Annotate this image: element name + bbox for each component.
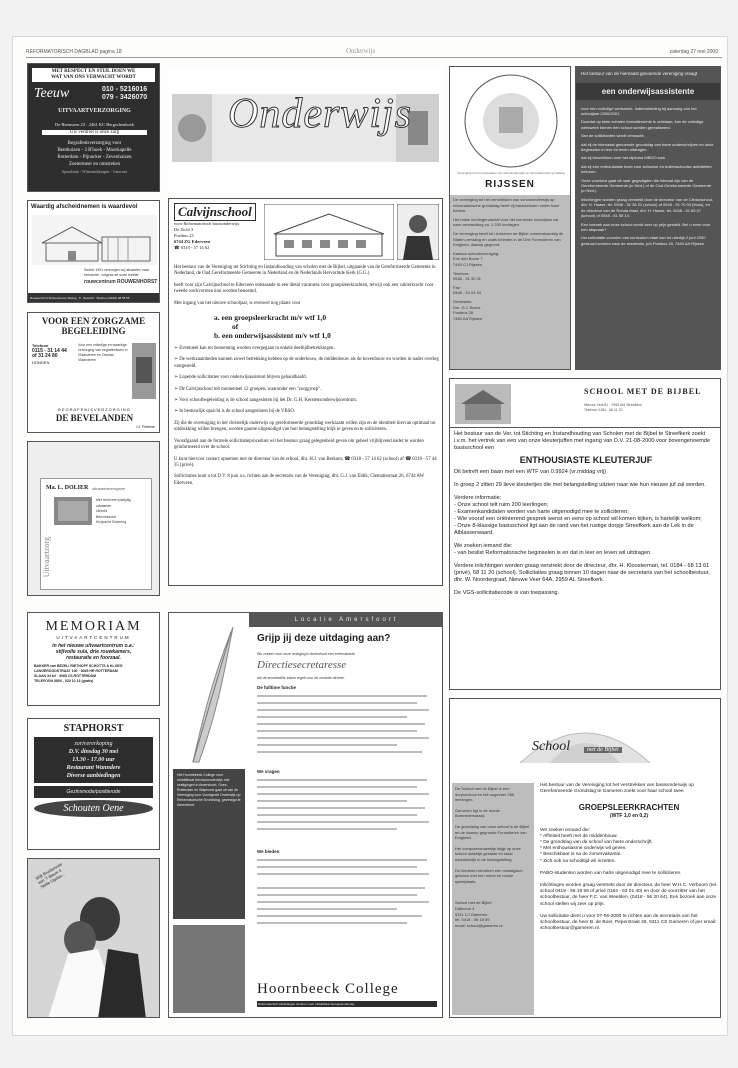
kleuter-head: ENTHOUSIASTE KLEUTERJUF	[519, 455, 653, 465]
header-date: zaterdag 27 mei 2000	[669, 49, 718, 55]
dolier-l2: uitvaarten	[96, 503, 112, 508]
kleuter-p7: Verdere inlichtingen worden graag verstrekt door de directeur, dhr. H. Kloosterman, tel. 0184 - 68 13 61 (privé), 68 11 20 (school). Sollicitaties graag binnen 10 dagen naar de secretaris van het schoolbestuur, dhr. W. Noordergraaf, Nieuwe Veer 64A, 2959 AL Streefkerk.	[454, 563, 710, 583]
hoornbeeck-s2: We vragen	[257, 769, 280, 774]
page-header	[26, 44, 722, 58]
calvijn-school-drawing	[264, 204, 394, 260]
memoriam-ad	[27, 612, 160, 706]
calvijn-p2: heeft voor zijn Calvijnschool te Ederveen ontstaande in een dietal vacatures voor groepsleerkrachten, terwijl ook een vaklerkracht voor tweede werkvormen kon worden benoemd.	[174, 282, 434, 295]
gameren-b2: De grondslag van de school van harte onderschrijft.	[543, 840, 653, 846]
staphorst-l4: Restaurant Wanndere	[66, 765, 121, 771]
feenstra-strip: Uw verdriet is onze zorg	[42, 130, 147, 135]
rijssen-job-p9: Een bezoek aan onze school wordt zeer op prijs gesteld. Bel u even voor een afspraak?	[581, 221, 711, 232]
memoriam-a4: TELEFOON 0800 - 023 10 13 (gratis)	[34, 679, 94, 683]
rijssen-s2: Postbus 28	[453, 310, 474, 316]
gameren-addr5: email: school@gameren.nl	[455, 922, 503, 928]
staphorst-title: STAPHORST	[63, 723, 124, 734]
dolier-l3: Utrecht	[96, 509, 108, 513]
memoriam-title: MEMORIAM	[45, 619, 142, 634]
calvijn-l1: voor Reformatorisch basisonderwijs	[174, 221, 240, 226]
kleuter-b2: Examenkandidaten worden van harte uitgenodigd mee te solliciteren;	[457, 509, 629, 515]
waardig-ad	[27, 200, 160, 303]
calvijn-l5: ☎ 0318 - 57 14 62	[174, 245, 210, 250]
zorgzame-tel-label: Telefoon	[32, 343, 49, 348]
gameren-p5: Uw sollicitatie dient u voor 07-06-2000 te richten aan de secretaris van het schoolbestuur, de heer B. de Boer, Peperstraat 29, 5311 CS Gameren of per email: schoolbestuur@gameren.nl.	[540, 913, 717, 932]
rijssen-job-p7: Onze voorkeur gaat uit naar gegadigden die lidmaat zijn van de Gereformeerde Gemeente (in Ned.) of de Oud Gereformeerde Gemeente (in Ned.).	[581, 177, 712, 194]
waardig-footer: Rouwenhorst Schoonhoven Zijweg · 8 · Beloofd · Telefoon (0182) 38 55 55	[28, 293, 160, 303]
zorgzame-title1: VOOR EEN ZORGZAME	[41, 316, 146, 326]
kleuter-sub2: Telefoon 0184 - 68 11 20	[584, 408, 623, 412]
kleuter-sub1: Nieuwe Vest 81 · 2959 AM Streefkerk	[584, 403, 643, 407]
calvijn-p5: Voorafgaand aan de formele sollicitatieprocedure wil het bestuur graag gelegenheid geven om geheel vrijblijvend nader te worden geïnformeerd over de school.	[174, 438, 424, 451]
hoornbeeck-s1: De fulltime functie	[257, 685, 297, 690]
onderwijs-banner	[168, 66, 443, 192]
calvijn-title: Calvijnschool	[174, 203, 256, 221]
rijssen-tel: 0548 - 51 30 31	[453, 276, 482, 282]
rijssen-kantoor: Kantoor schoolvereniging:	[453, 250, 500, 256]
calvijn-i5: Voor schoolbegeleiding is de school aangesloten bij het Dr. G.H. Kerstensonderwijscentrum.	[179, 398, 358, 404]
dolier-ad	[27, 441, 160, 596]
zorgzame-title2: BEGELEIDING	[61, 326, 126, 336]
waardig-brand: rouwcentrum ROUWENHORST	[84, 279, 158, 285]
memoriam-l1: in het nieuwe uitvaartcentrum o.a.:	[52, 643, 135, 649]
staphorst-l3: 13.30 - 17.00 uur	[72, 757, 115, 763]
waardig-title: Waardig afscheidnemen is waardevol	[31, 204, 138, 210]
rijssen-k1: Enk den Boom 7	[453, 256, 483, 262]
kleuter-p2: Dit betreft een baan met een WTF van 0.9924 (vr.middag vrij)	[454, 469, 607, 475]
rijssen-job-p2: Doordat op twee scholen formatieruimte is ontstaan, kan de volledige werkweek binnen één school worden gerealiseerd.	[581, 119, 704, 130]
dolier-tag: uitvaartverzorgster	[92, 486, 126, 491]
memoriam-l2: stijlvolle sula, drie rouwkamers,	[55, 649, 132, 655]
gameren-logo-sub: met de Bijbel	[584, 747, 622, 753]
calvijn-l4: 6744 ZG Ederveen	[174, 239, 210, 244]
gameren-addr4: tel. 0418 - 56 18 59	[455, 917, 490, 923]
hoornbeeck-locatie: Locatie Amersfoort	[249, 613, 443, 627]
hoornbeeck-side: Het Hoornbeeck College voor middelbaar beroepsonderwijs met vestigingen in Amersfoort, Goes, Rotterdam en Staphorst gaat uit van de Vereniging voor Voortgezet Onderwijs op Reformatorische Grondslag, gevestigd te Amersfoort.	[173, 769, 245, 919]
gameren-addr2: Dalborch 4	[455, 905, 475, 911]
calvijn-i6: In bestuurlijk opzicht is de school aangesloten bij de VBSO.	[179, 409, 296, 415]
dolier-l5: Kruipacht Ondering	[96, 520, 127, 524]
memoriam-sub: UITVAARTCENTRUM	[56, 635, 131, 640]
zorgzame-sub: J.J. Pieterse	[135, 425, 155, 429]
gameren-logo-word: School	[532, 739, 571, 754]
gameren-left1: De School met de Bijbel is een dorpsschool en telt ongeveer 250 leerlingen.	[455, 786, 515, 803]
feenstra-line3: Rotterdam - Pijnacker - Zevenhuizen	[57, 155, 132, 160]
rijssen-ad	[449, 66, 571, 370]
feenstra-address: De Riemsoen 23 · 2461 KC Bergschenhoek	[55, 122, 134, 127]
rijssen-job-title: een onderwijsassistente	[576, 83, 720, 100]
rijssen-fax-label: Fax:	[453, 284, 461, 290]
zorgzame-place: HONDEN	[32, 359, 50, 365]
rijssen-p3: De vereniging heeft tot richtsnoer de Bijbel overeenkomstig de Staten-vertaling en zoals beleden in de Drie Formulieren van Enigheid, daarop gegrond.	[453, 230, 564, 248]
kleuter-p1: Het bestuur van de Ver. tot Stichting en Instandhouding van Scholen met de Bijbel te Streefkerk zoekt i.v.m. het vertrek van een van onze kleuterjuffen met ingang van D.V. 21-08-2000 voor bovengenoemde basisschool een	[454, 431, 711, 451]
hoornbeeck-text-lines-3	[257, 857, 437, 937]
rijssen-k2: 7463 CJ Rijssen	[453, 261, 483, 267]
feenstra-line1: Begrafenisverzorging voor	[67, 141, 122, 146]
calvijn-ad: Calvijnschool voor Reformatorisch basisonderwijs De Zicht 3 Postbus 23 6744 ZG Ederveen ☎ 0318 - 57 14 62 Het bestuur van de Vereniging tot Stichting en Instandhouding van scholen met de Bijbel, uitgaande van de Gereformeerde Gemeente in Nederland, de Oud Gereformeerde Gemeente in Nederland en de Nederlands Hervormde Kerk (G.G.) heeft voor zijn Calvijnschool te Ederveen ontstaande in een dietal vacatures voor groepsleerkrachten, terwijl ook een vaklerkracht voor tweede werkvormen kon worden benoemd. Met ingang van het nieuwe schooljaar, is evenwel nog plaats voor a. een groepsleerkracht m/v wtf 1,0 of b. een onderwijsassistent m/v wtf 1,0 ➢ Eventueel kan tot benoeming worden overgegaan in enkele deeltijdbetrekkingen. ➢ De werkzaamheden kunnen zowel betrekking hebben op de onderbouw, de middenbouw als de bovenbouw en worden in nader overleg vastgesteld. ➢ Lopende sollicitaties voor onderwijsassistent blijven gehandhaafd. ➢ De Calvijnschool telt momenteel 12 groepen, waaronder een "zorggroep". ➢ Voor schoolbegeleiding is de school aangesloten bij het Dr. G.H. Kerstensonderwijscentrum. ➢ In bestuurlijk opzicht is de school aangesloten bij de VBSO. Zij die de overtuiging in het christelijk onderwijs op gereformeerde grondslag werkzaam willen zijn en de identiteit hiervan optimaal tot uitdrukking willen brengen, worden gaarne uitgenodigd van hun belangstelling blijk te geven en te solliciteren. Voorafgaand aan de formele sollicitatieprocedure wil het bestuur graag gelegenheid geven om geheel vrijblijvend nader te worden geïnformeerd over de school. U kunt hiervoor contact opnemen met de directeur van de school, dhr. H.J. van Berkum, ☎ 0318 - 57 14 62 (school) of ☎ 0318 - 57 44 35 (privé). Sollicitaties kunt u tot D.V. 8 juni a.s. richten aan de secretaris van de Vereniging, dhr. G.J. van Eldik, Clematisstraat 26, 6744 AW Ederveen.	[168, 198, 443, 586]
feenstra-top2: WAT VAN ONS VERWACHT WORDT	[51, 75, 136, 80]
gameren-b3: Met enthousiasme onderwijs wil geven.	[543, 846, 627, 852]
rouwcentrum-building-illustration	[32, 215, 157, 265]
zorgzame-brand: DE BEVELANDEN	[55, 413, 134, 423]
hoornbeeck-s3: We bieden	[257, 849, 280, 854]
zorgzame-info: Voor een volledige en waardige verzorging van begrafenissen in Vlaanderen en Zeeuws Vlaanderen	[78, 343, 128, 362]
header-center: Onderwijs	[346, 47, 376, 55]
rijssen-job-p8: Inlichtingen worden graag verstrekt door de directeur van de Clinturschool, dhr. H. Haase, tel. 0548 - 51 36 21 (school) of 0548 - 51 70 03 (thuis), en de directeur van de Ronda Mast, dhr. H. Hasse, tel. 0548 - 51 85 07 (school) of 0548 - 51 55 14.	[581, 196, 714, 219]
kleuter-b3: Wie vooraf een oriënterend gesprek wenst en eens op school wil komen kijken, is hartelijk welkom;	[457, 516, 702, 522]
hoornbeeck-question: Grijp jij deze uitdaging aan?	[257, 633, 391, 644]
calvijn-i4: De Calvijnschool telt momenteel 12 groepen, waaronder een "zorggroep".	[179, 386, 322, 392]
feenstra-logo: Teeuw	[34, 86, 70, 101]
rijssen-job-p6: dat zij een enthousiaste inzet voor schoolse en buitenschoolse activiteiten betonen.	[581, 163, 712, 175]
school-building-icon	[455, 384, 511, 424]
quill-pen-illustration	[173, 617, 245, 767]
hoornbeeck-sub: We zoeken voor onze vestiging in Amersfoort een enthousiaste	[257, 652, 355, 656]
zorgzame-tel: 0115 - 31 14 44	[32, 347, 67, 354]
kleuter-p4: Verdere informatie:	[454, 495, 502, 501]
rijssen-tel-label: Telefoon:	[453, 270, 470, 276]
calvijn-l3: Postbus 23	[174, 233, 194, 238]
kleuter-p8: De VGS-sollicitatiecode is van toepassing.	[454, 590, 560, 596]
calvijn-i3: Lopende sollicitaties voor onderwijsassistent blijven gehandhaafd.	[179, 375, 307, 381]
calvijn-option-b: b. een onderwijsassistent m/v wtf 1,0	[214, 331, 331, 341]
bridal-photo-ad	[27, 858, 160, 1018]
gameren-b4: Beschikbaar is na de zomervakantie.	[543, 852, 622, 858]
kleuter-p5: We zoeken iemand die:	[454, 543, 513, 549]
gameren-head: GROEPSLEERKRACHTEN	[578, 803, 680, 813]
gameren-left4: Het computeronderwijs krijgt op onze school duidelijk gestalte en staat nadrukkelijk in de belangstelling.	[455, 845, 521, 862]
kleuter-title: SCHOOL MET DE BIJBEL	[584, 387, 702, 396]
gameren-addr1: School met de Bijbel	[455, 900, 492, 906]
gameren-p4: Inlichtingen worden graag verstrekt door de directeur, de heer W.H.C. Verboom (tel. school 0418 - 56 18 59 of privé 0184 - 63 01 40) en door de voorzitter van het schoolbestuur, de heer F.C. van Weelden, (0418 - 56 20 64). Een bezoek aan onze school stellen wij zeer op prijs.	[540, 883, 718, 907]
gameren-left5: De kinderen bevolken een nostalgisch gebouw met een ruime en mooie speelplaats.	[455, 867, 523, 884]
dolier-side: Uitvaartzorg	[42, 537, 51, 578]
rijssen-job-p5: dat zij beschikken over het diploma MBGO-sow	[581, 155, 666, 161]
gameren-b5: Zich ook na schooltijd wil inzetten.	[543, 858, 616, 864]
rijssen-p2: Het totale leerlingenaantal voor het komende schooljaar zal naar verwachting ca. 1.330 bedragen.	[453, 216, 559, 228]
hoornbeeck-tag: Reformatorisch Opleidingen Centrum voor middelbaar beroepsonderwijs	[257, 1001, 437, 1007]
kleuter-b1: Onze school telt ruim 200 leerlingen;	[457, 502, 549, 508]
gameren-sub: (WTF 1,0 en 0,2)	[609, 813, 649, 820]
calvijn-option-a: a. een groepsleerkracht m/v wtf 1,0	[214, 313, 327, 323]
feenstra-tel2: 079 - 3426070	[102, 94, 148, 101]
memoriam-a1: BAKKER van BEZELI RIETHOFF SCHOTTS & KLOEG	[34, 664, 123, 668]
hoornbeeck-photo	[173, 925, 245, 1013]
gameren-ad: School met de Bijbel De School met de Bijbel is een dorpsschool en telt ongeveer 250 leerlingen. Gameren ligt in de mooie Bommelerwaard. De grondslag van onze school is de Bijbel en de daarop gegronde Formulieren van Enigheid. Het computeronderwijs krijgt op onze school duidelijk gestalte en staat nadrukkelijk in de belangstelling. De kinderen bevolken een nostalgisch gebouw met een ruime en mooie speelplaats. School met de Bijbel Dalborch 4 5311 CJ Gameren tel. 0418 - 56 18 59 email: school@gameren.nl Het bestuur van de Vereniging tot het verstrekken van basisonderwijs op Gereformeerde Grondslag te Gameren zoekt voor haar school twee GROEPSLEERKRACHTEN (WTF 1,0 en 0,2) We zoeken iemand die: * Affiniteit heeft met de middenbouw. * De grondslag van de school van harte onderschrijft. * Met enthousiasme onderwijs wil geven. * Beschikbaar is na de zomervakantie. * Zich ook na schooltijd wil inzetten. PABO-studenten worden van harte uitgenodigd mee te solliciteren. Inlichtingen worden graag verstrekt door de directeur, de heer W.H.C. Verboom (tel. school 0418 - 56 18 59 of privé 0184 - 63 01 40) en door de voorzitter van het schoolbestuur, de heer F.C. van Weelden, (0418 - 56 20 64). Een bezoek aan onze school stellen wij zeer op prijs. Uw sollicitatie dient u voor 07-06-2000 te richten aan de secretaris van het schoolbestuur, de heer B. de Boer, Peperstraat 29, 5311 CS Gameren of per email: schoolbestuur@gameren.nl.	[449, 698, 721, 1018]
zorgzame-tel2: of 31 24 80	[32, 353, 58, 359]
gameren-p1: Het bestuur van de Vereniging tot het verstrekken van basisonderwijs op Gereformeerde Grondslag te Gameren zoekt voor haar school twee	[540, 783, 694, 795]
hoornbeeck-ad	[168, 612, 443, 1018]
calvijn-p4: Zij die de overtuiging in het christelijk onderwijs op gereformeerde grondslag werkzaam willen zijn en de identiteit hiervan optimaal tot uitdrukking willen brengen, worden gaarne uitgenodigd van hun belangstelling blijk te geven en te solliciteren.	[174, 420, 436, 433]
calvijn-p3: Met ingang van het nieuwe schooljaar, is evenwel nog plaats voor	[174, 300, 301, 306]
hoornbeeck-text-lines-2	[257, 777, 437, 847]
staphorst-l2: D.V. dinsdag 30 mei	[68, 749, 119, 755]
kleuter-b4: Onze 8-klassige basisschool ligt aan de rand van het rustige dorpje Streefkerk aan de Lek in de Alblasserwaard.	[454, 523, 694, 536]
staphorst-logo: Schouten Oene	[34, 800, 153, 817]
feenstra-line5: Spaarbank - Wittenstikkingen - Gaterean	[61, 169, 128, 174]
gameren-addr3: 5311 CJ Gameren	[455, 911, 488, 917]
calvijn-option-of: of	[232, 322, 239, 332]
rijssen-sec-label: Secretaris:	[453, 298, 473, 304]
gameren-p3: PABO-studenten worden van harte uitgenodigd mee te solliciteren.	[540, 870, 682, 876]
feenstra-top1: MET RESPECT EN STIJL DOEN WE	[51, 69, 136, 74]
calvijn-portrait	[397, 204, 439, 260]
rijssen-seal	[458, 71, 564, 171]
rijssen-s1: Drs. G.J. Bruns	[453, 304, 481, 310]
zorgzame-ad	[27, 312, 160, 433]
staphorst-l1: zorivererkoping	[74, 741, 113, 747]
rijssen-s3: 7460 AA Rijssen	[453, 315, 483, 321]
gameren-p2: We zoeken iemand die:	[540, 827, 591, 833]
car-photo	[132, 343, 156, 399]
hoornbeeck-role: Directiesecretaresse	[257, 659, 347, 671]
rijssen-fax: 0548 - 54 04 34	[453, 290, 482, 296]
calvijn-i2: De werkzaamheden kunnen zowel betrekking hebben op de onderbouw, de middenbouw als de bovenbouw en worden in nader overleg vastgesteld.	[174, 357, 439, 369]
rijssen-p1: De vereniging tot het verstrekken van schoolonderwijs op reformatorische grondslag heeft vij basisscholen onder haar beheer.	[453, 197, 560, 214]
calvijn-p7: Sollicitaties kunt u tot D.V. 8 juni a.s. richten aan de secretaris van de Vereniging, dhr. G.J. van Eldik, Clematisstraat 26, 6744 AW Ederveen.	[174, 474, 425, 486]
kleuter-p3: In groep 2 zitten 29 lieve kleutertjes die met belangstelling uitzien naar wie hun nieuwe juf zal worden.	[454, 482, 706, 488]
gameren-b1: Affiniteit heeft met de middenbouw.	[542, 833, 618, 839]
feenstra-tel1: 010 - 5216016	[102, 86, 148, 93]
hoornbeeck-logo: Hoornbeeck College	[257, 981, 399, 997]
memoriam-l3: restauratie en foorzaal.	[66, 655, 121, 661]
hoornbeeck-role2: die de secretariële zaken regelt voor de centrale directie.	[257, 676, 345, 680]
feenstra-line2: Benthuizen - 3 R'hoek - Moerkapelle	[57, 148, 132, 153]
memoriam-a2: LANGEROODSTRAAT 100 · 3065 HR ROTTERDAM	[34, 669, 118, 673]
staphorst-l5: Diverse aanbiedingen	[66, 773, 121, 779]
rijssen-job-p3: Van de sollicitanten wordt verwacht:	[581, 133, 645, 139]
staphorst-ad	[27, 718, 160, 850]
rijssen-job-p4: dat zij de hiernaast genoemde grondslag van harte onderschrijven en deze beginselen in leer en leven uitdragen.	[581, 141, 714, 153]
onderwijs-title: Onderwijs	[228, 91, 413, 137]
feenstra-ad	[27, 63, 160, 192]
bridal-caption: Wijk Bruidsmode aan 'T Blauw 5 Stelfe Ogelse...	[34, 861, 66, 890]
waardig-note: Sedert 1991 verzorgen wij uitvaarten naar behoeven, volgens de oude traditie	[84, 268, 149, 277]
zorgzame-bottom: BEGRAFENISVERZORGING	[58, 407, 131, 412]
hoornbeeck-text-lines	[257, 693, 437, 763]
rijssen-job-ad	[575, 66, 721, 370]
rijssen-seal-text: Vereniging tot het verstrekken van schoolonderwijs op reformatorische grondslag	[457, 171, 565, 175]
calvijn-p1: Het bestuur van de Vereniging tot Stichting en Instandhouding van scholen met de Bijbel, uitgaande van de Gereformeerde Gemeente in Nederland, de Oud Gereformeerde Gemeente in Nederland en de Nederlands Hervormde Kerk (G.G.)	[174, 265, 436, 277]
feenstra-line4: Zoetermeer en omstreken	[68, 162, 121, 167]
gameren-left3: De grondslag van onze school is de Bijbel en de daarop gegronde Formulieren van Enigheid.	[455, 823, 530, 841]
rijssen-job-intro: Het bestuur van de hiernaast genoemde vereniging vraagt	[581, 71, 698, 76]
gameren-left2: Gameren ligt in de mooie Bommelerwaard.	[455, 807, 500, 819]
memoriam-a3: SLAAN 34 tel · 3065 CS ROTTERDAM	[34, 674, 97, 678]
rijssen-job-p10: Uw sollicitatie voorzien van curriculum vitae kan tot uiterlijk 2 juni 2000 gestuurd worden naar de secretaris, p/a Postbus 28, 7460 AA Rijssen	[581, 235, 706, 246]
dolier-photo	[54, 497, 92, 525]
dolier-name: Ma. L. DOLIER	[46, 485, 89, 491]
header-left: REFORMATORISCH DAGBLAD pagina 18	[26, 49, 122, 55]
kleuter-ad: SCHOOL MET DE BIJBEL Nieuwe Vest 81 · 2959 AM Streefkerk Telefoon 0184 - 68 11 20 Het bestuur van de Ver. tot Stichting en Instandhouding van Scholen met de Bijbel te Streefkerk zoekt i.v.m. het vertrek van een van onze kleuterjuffen met ingang van D.V. 21-08-2000 voor bovengenoemde basisschool een ENTHOUSIASTE KLEUTERJUF Dit betreft een baan met een WTF van 0.9924 (vr.middag vrij) In groep 2 zitten 29 lieve kleutertjes die met belangstelling uitzien naar wie hun nieuwe juf zal worden. Verdere informatie: - Onze school telt ruim 200 leerlingen; - Examenkandidaten worden van harte uitgenodigd mee te solliciteren; - Wie vooraf een oriënterend gesprek wenst en eens op school wil komen kijken, is hartelijk welkom; - Onze 8-klassige basisschool ligt aan de rand van het rustige dorpje Streefkerk aan de Lek in de Alblasserwaard. We zoeken iemand die: - van beslist Reformatorische beginselen is en dat in leer en leven wil uitdragen. Verdere inlichtingen worden graag verstrekt door de directeur, dhr. H. Kloosterman, tel. 0184 - 68 13 61 (privé), 68 11 20 (school). Sollicitaties graag binnen 10 dagen naar de secretaris van het schoolbestuur, dhr. W. Noordergraaf, Nieuwe Veer 64A, 2959 AL Streefkerk. De VGS-sollicitatiecode is van toepassing.	[449, 378, 721, 690]
staphorst-l6: Gezinsmode/positierode	[34, 786, 153, 798]
rijssen-job-p1: voor een volledige werkweek. Indiensttreding bij aanvang van het schooljaar 2000/2001.	[581, 105, 697, 116]
calvijn-l2: De Zicht 3	[174, 227, 194, 232]
calvijn-p6: U kunt hiervoor contact opnemen met de directeur van de school, dhr. H.J. van Berkum, ☎ 0318 - 57 14 62 (school) of ☎ 0318 - 57 44 35 (privé).	[174, 456, 437, 468]
rijssen-title: RIJSSEN	[485, 179, 535, 190]
calvijn-i1: Eventueel kan tot benoeming worden overgegaan in enkele deeltijdbetrekkingen.	[179, 346, 335, 352]
feenstra-name: UITVAARTVERZORGING	[58, 108, 131, 114]
kleuter-p6: - van beslist Reformatorische beginselen is en dat in leer en leven wil uitdragen.	[454, 550, 652, 556]
dolier-l4: Benzinezone	[96, 514, 117, 519]
dolier-l1: Met recht een partijdig	[96, 498, 131, 502]
